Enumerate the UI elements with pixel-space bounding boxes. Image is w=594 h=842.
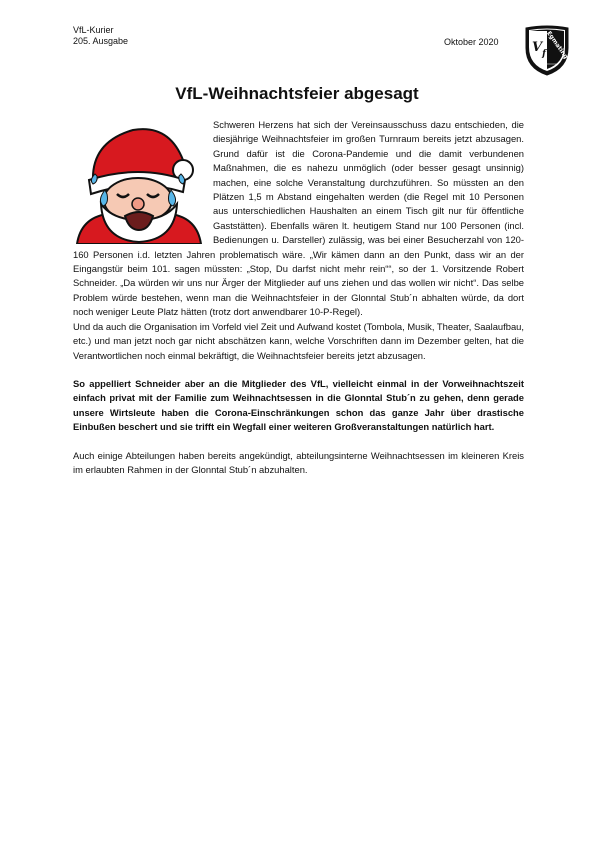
paragraph-organisation: Und da auch die Organisation im Vorfeld viel Zeit und Aufwand kostet (Tombola, Musik, Theater, Saalaufbau, etc.) und man jetzt noch gar nicht abschätzen kann, welche Vorschriften dann im Dezember gelten, hat die Verantwortlichen noch einmal bekräftigt, die Weihnachtsfeier bereits jetzt abzusagen. (73, 320, 524, 361)
header-left (73, 25, 128, 47)
publication-name: VfL-Kurier (73, 25, 114, 35)
vfl-crest-icon (524, 24, 570, 76)
issue-number: 205. Ausgabe (73, 36, 129, 46)
paragraph-departments: Auch einige Abteilungen haben bereits angekündigt, abteilungsinterne Weihnachtsessen im kleineren Kreis im erlaubten Rahmen in der Glonntal Stub´n abzuhalten. (73, 449, 524, 475)
svg-text:f: f (542, 49, 546, 59)
crying-santa-icon (73, 120, 205, 244)
issue-date: Oktober 2020 (444, 37, 499, 47)
paragraph-intro: Schweren Herzens hat sich der Vereinsausschuss dazu entschieden, die diesjährige Weihnachtsfeier im großen Turnraum bereits jetzt abzusagen. Grund dafür ist die Corona-Pandemie und die damit verbundenen Maßnahmen, die es nahezu unmöglich (oder besser gesagt unsinnig) machen, eine solche Veranstaltung durchzuführen. So müssten an den Plätzen 1,5 m Abstand eingehalten werden (die Regel mit 10 Personen aus unterschiedlichen Haushalten an einem Tisch gilt nur für öffentliche Gaststätten). Ebenfalls wären lt. heutigem Stand nur 100 Personen (incl. Bedienungen u. Darsteller) zulässig, was bei einer Besucherzahl von 120-160 Personen i.d. letzten Jahren problematisch wäre. „Wir kämen dann an den Punkt, dass wir an der Eingangstür beim 101. sagen müssten: „Stop, Du darfst nicht mehr rein““, so der 1. Vorsitzende Robert Schneider. „Da würden wir uns nur Ärger der Mitglieder auf uns ziehen und das wollen wir nicht“. Das selbe Problem würde bestehen, wenn man die Weihnachtsfeier in der Glonntal Stub´n abhalten würde, da dort noch weniger Leute Platz hätten (trotz dort anwendbarer 10-P-Regel). (73, 119, 524, 318)
paragraph-appeal: So appelliert Schneider aber an die Mitglieder des VfL, vielleicht einmal in der Vorweihnachtszeit einfach privat mit der Familie zum Weihnachtsessen in die Glonntal Stub´n zu gehen, denn gerade unsere Wirtsleute haben die Corona-Einschränkungen schon das ganze Jahr über drastische Einbußen beschert und sie trifft ein Wegfall einer weiteren Großveranstaltungen natürlich hart. (73, 377, 524, 433)
svg-text:V: V (531, 40, 543, 55)
article-title: VfL-Weihnachtsfeier abgesagt (175, 84, 419, 103)
svg-text:Egmating: Egmating (545, 29, 570, 61)
article-body (73, 118, 524, 477)
